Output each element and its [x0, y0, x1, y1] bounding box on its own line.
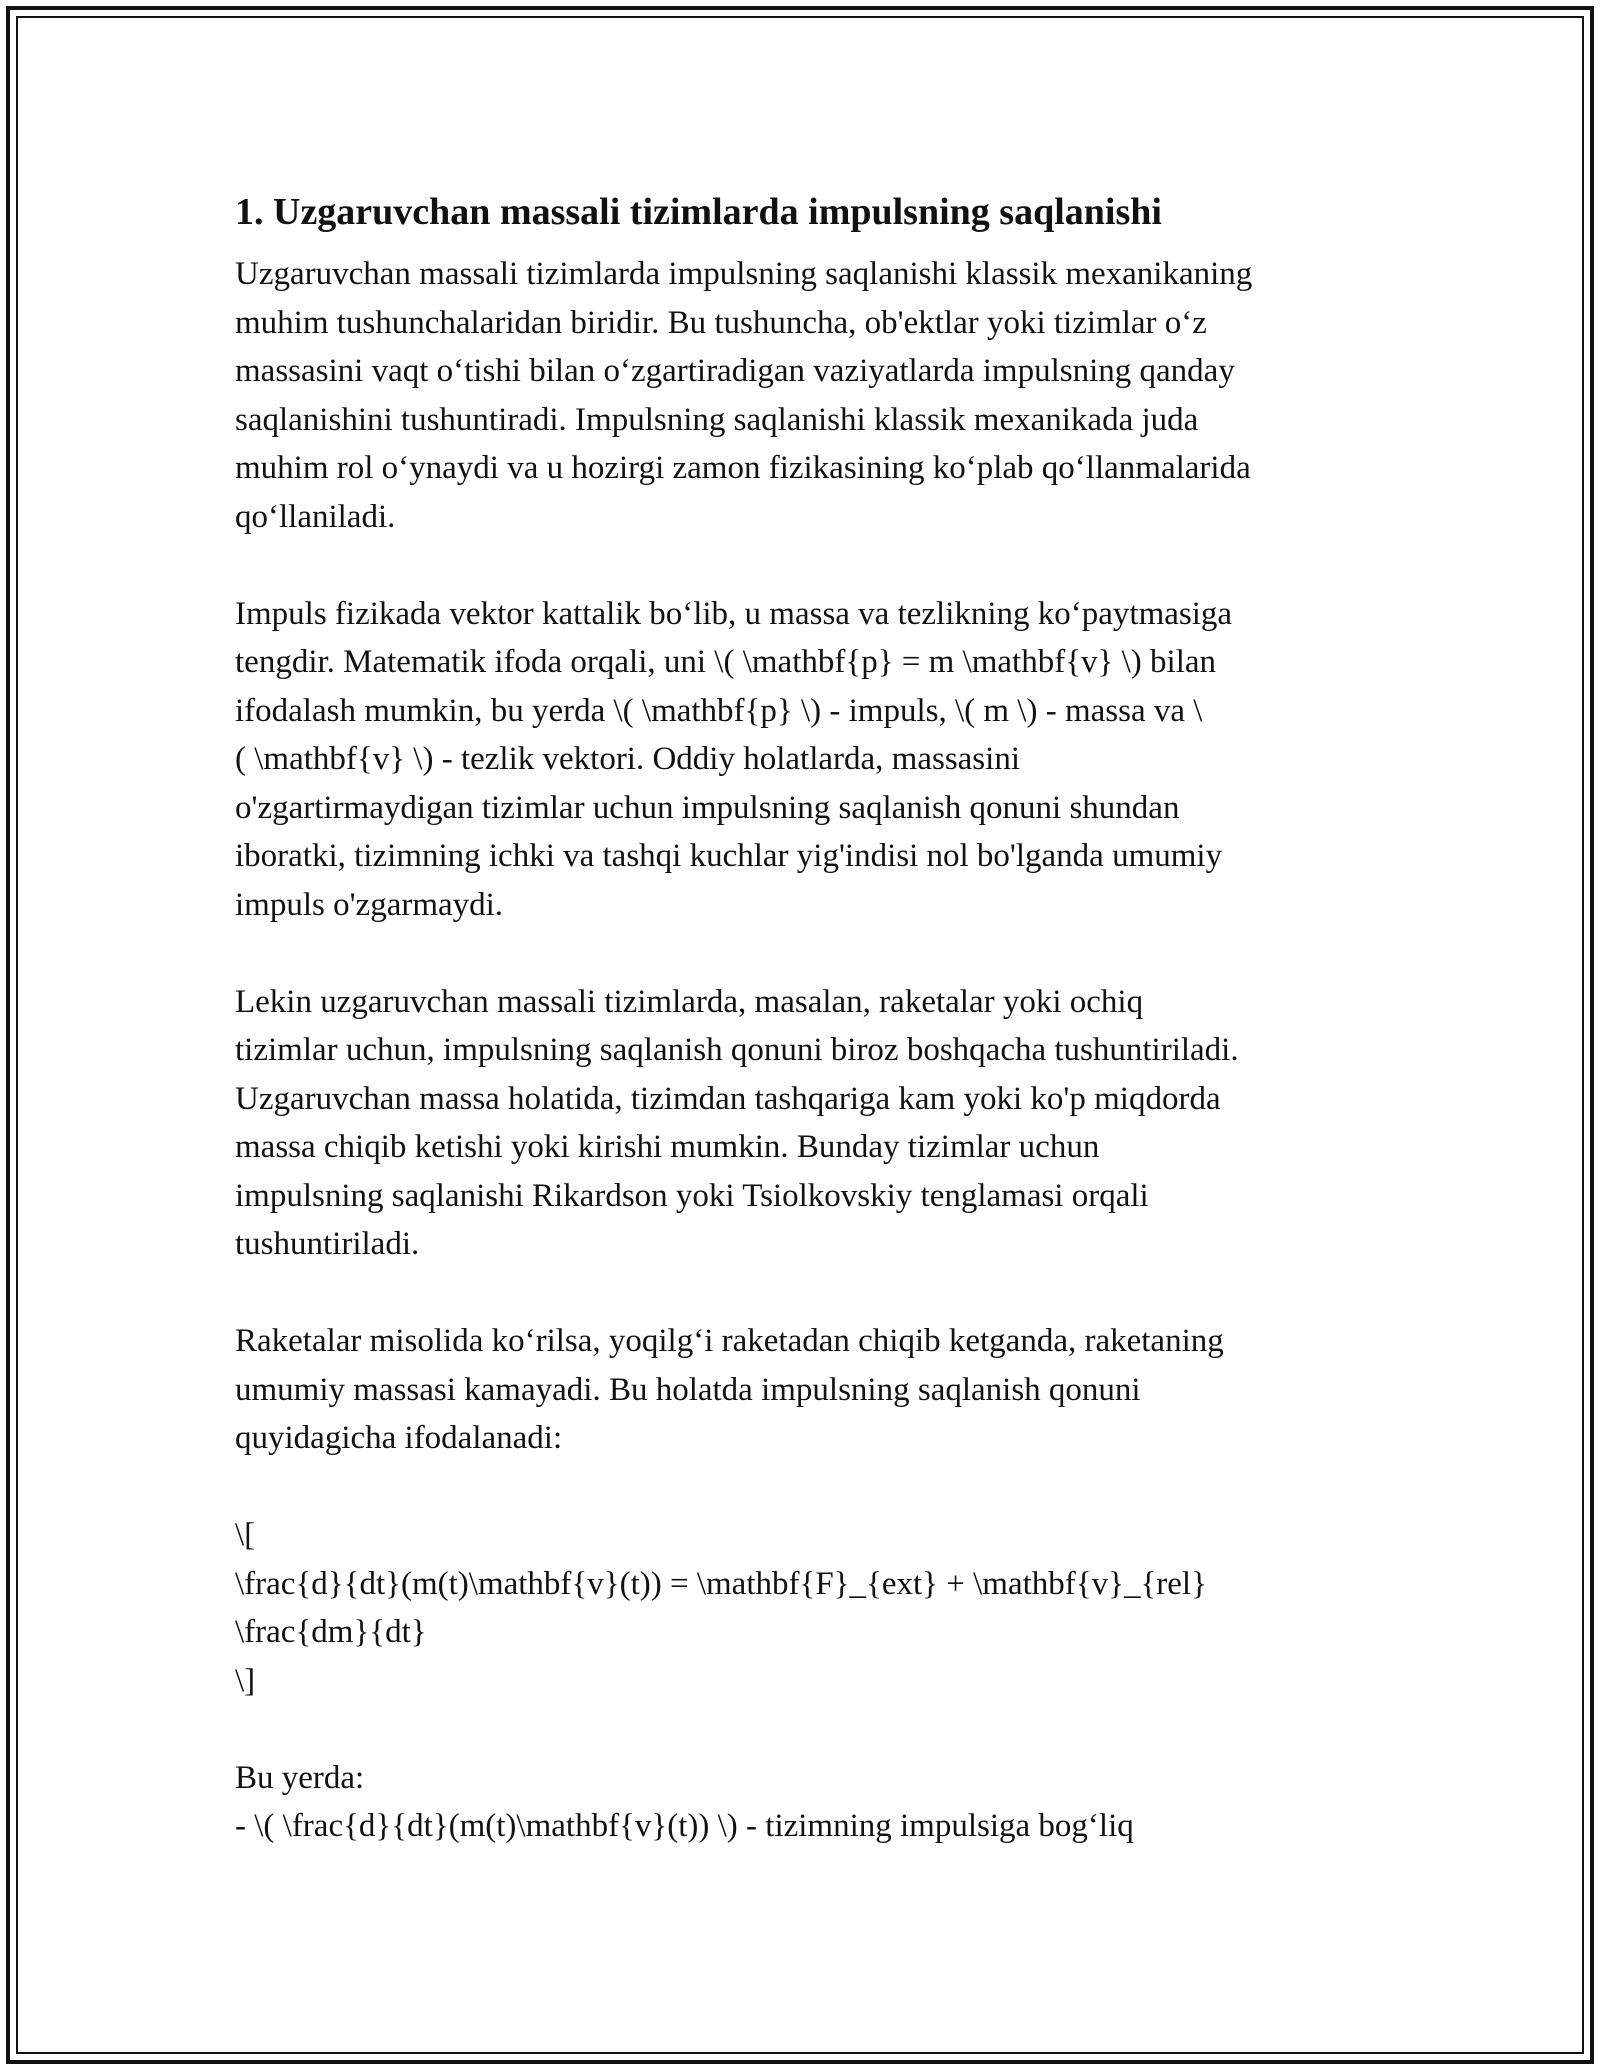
paragraph-spacer [235, 1463, 1375, 1512]
paragraph-impulse-definition: Impuls fizikada vektor kattalik bo‘lib, u massa va tezlikning ko‘paytmasiga tengdir. Matematik ifoda orqali, uni \( \mathbf{p} = m \mathbf{v} \) bilan ifodalash mumkin, bu yerda \( \mathbf{p} \) - impuls, \( m \) - massa va \ ( \mathbf{v} \) - tezlik vektori. Oddiy holatlarda, massasini o'zgartirmaydigan tizimlar uchun impulsning saqlanish qonuni shundan iboratki, tizimning ichki va tashqi kuchlar yig'indisi nol bo'lganda umumiy impuls o'zgarmaydi. [235, 595, 1233, 923]
section-heading: 1. Uzgaruvchan massali tizimlarda impulsning saqlanishi [235, 191, 1162, 233]
paragraph-spacer [235, 929, 1375, 978]
paragraph-variable-mass: Lekin uzgaruvchan massali tizimlarda, masalan, raketalar yoki ochiq tizimlar uchun, impulsning saqlanish qonuni biroz boshqacha tushuntiriladi. Uzgaruvchan massa holatida, tizimdan tashqariga kam yoki ko'p miqdorda massa chiqib ketishi yoki kirishi mumkin. Bunday tizimlar uchun impulsning saqlanishi Rikardson yoki Tsiolkovskiy tenglamasi orqali tushuntiriladi. [235, 983, 1239, 1262]
paragraph-rocket-example: Raketalar misolida ko‘rilsa, yoqilg‘i raketadan chiqib ketganda, raketaning umumiy massasi kamayadi. Bu holatda impulsning saqlanish qonuni quyidagicha ifodalanadi: [235, 1323, 1224, 1456]
paragraph-spacer [235, 1269, 1375, 1318]
paragraph-spacer [235, 1705, 1375, 1754]
paragraph-spacer [235, 541, 1375, 590]
paragraph-intro: Uzgaruvchan massali tizimlarda impulsning saqlanishi klassik mexanikaning muhim tushunchalaridan biridir. Bu tushuncha, ob'ektlar yoki tizimlar o‘z massasini vaqt o‘tishi bilan o‘zgartiradigan vaziyatlarda impulsning qanday saqlanishini tushuntiradi. Impulsning saqlanishi klassik mexanikada juda muhim rol o‘ynaydi va u hozirgi zamon fizikasining ko‘plab qo‘llanmalarida qo‘llaniladi. [235, 256, 1253, 535]
document-body [235, 188, 1375, 1851]
equation-block: \[ \frac{d}{dt}(m(t)\mathbf{v}(t)) = \mathbf{F}_{ext} + \mathbf{v}_{rel} \frac{dm}{dt} \] [235, 1517, 1207, 1699]
paragraph-explanation: Bu yerda: - \( \frac{d}{dt}(m(t)\mathbf{v}(t)) \) - tizimning impulsiga bog‘liq [235, 1759, 1134, 1844]
